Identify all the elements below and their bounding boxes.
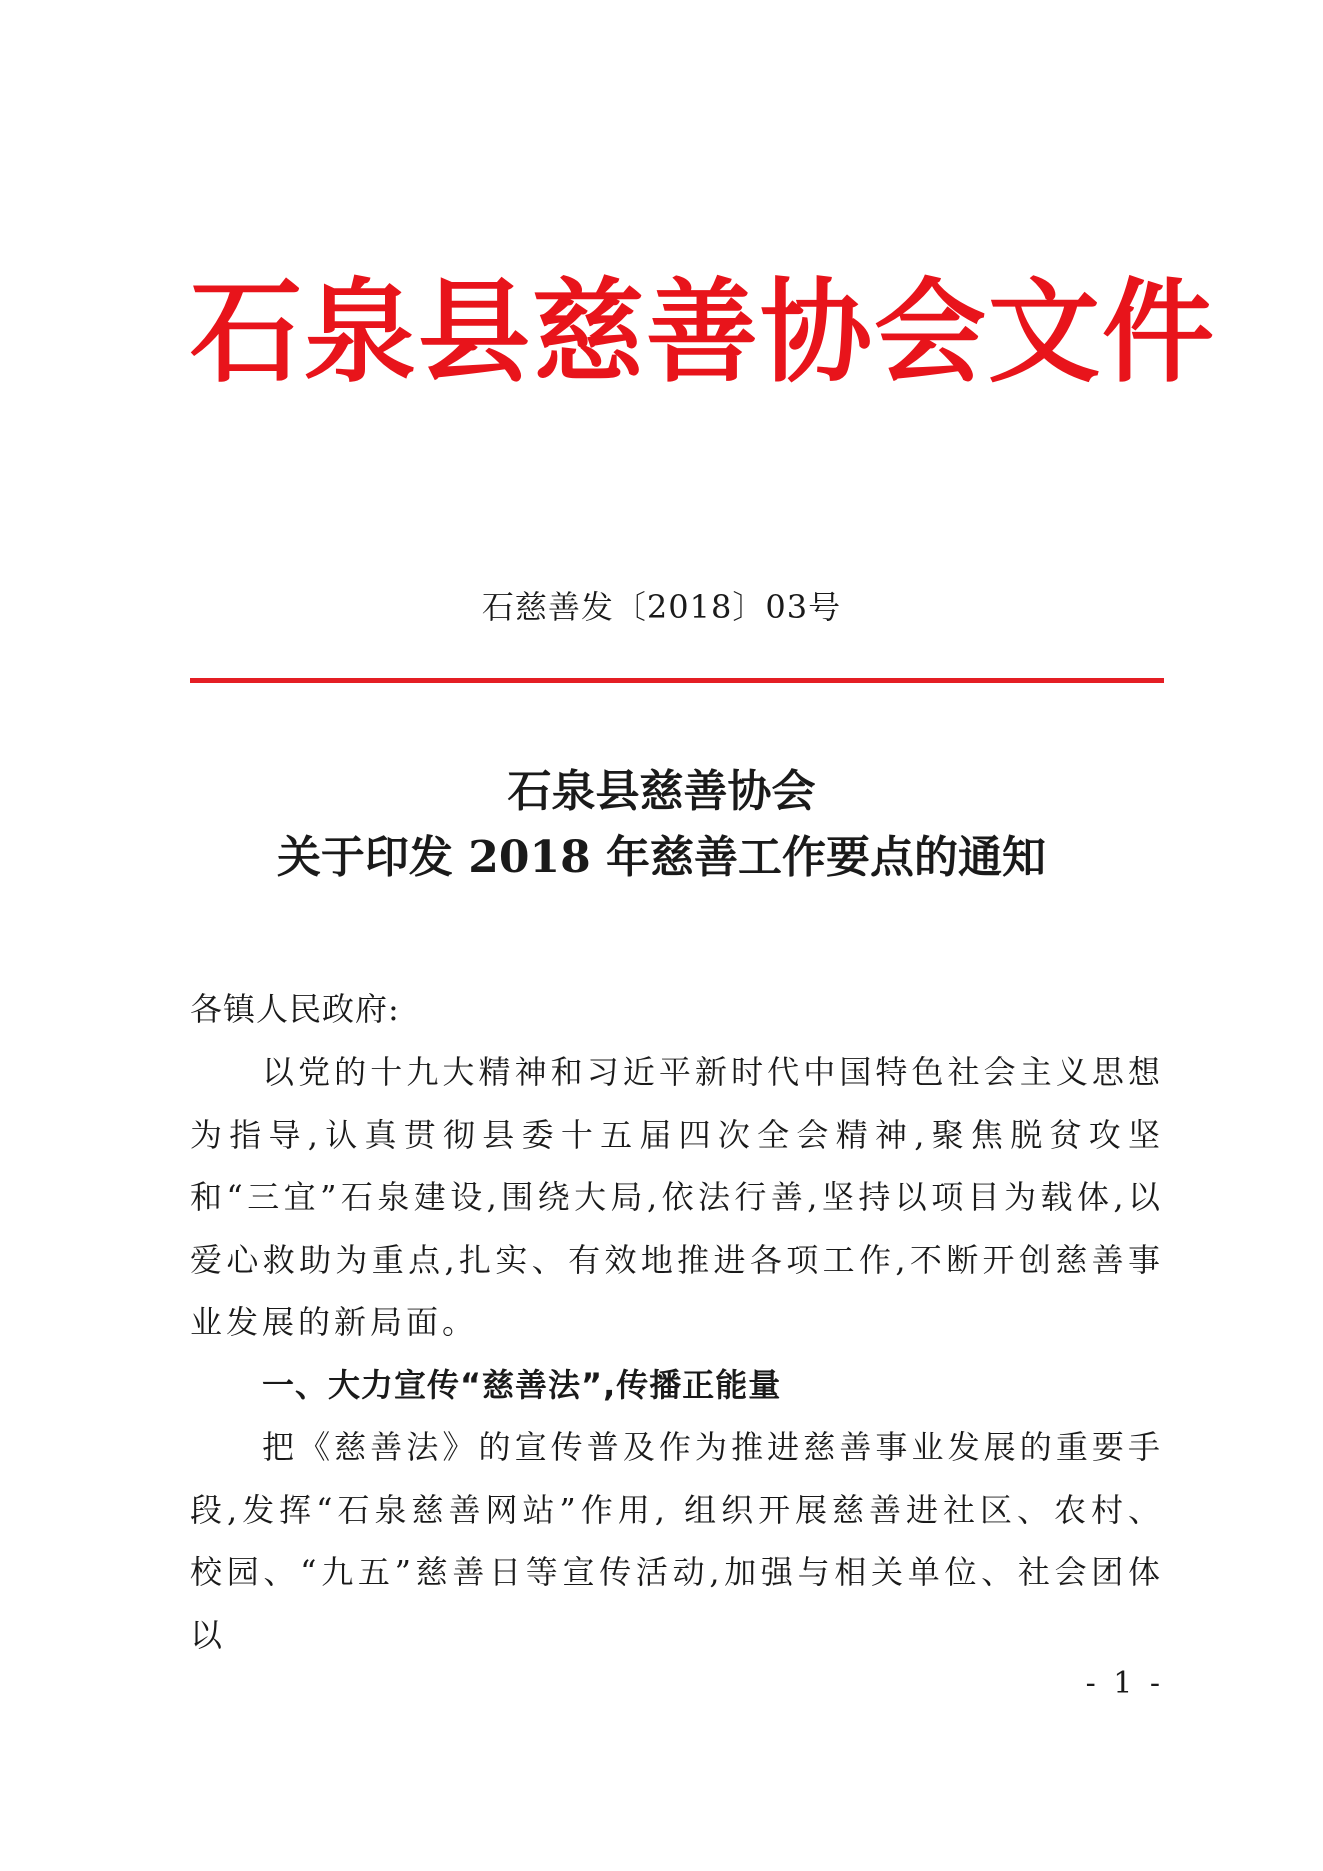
document-number: 石慈善发〔2018〕03号	[481, 588, 842, 626]
section-heading-1: 一、大力宣传“慈善法”,传播正能量	[262, 1366, 782, 1404]
page-number: - 1 -	[1085, 1666, 1164, 1701]
notice-title-line-1: 石泉县慈善协会	[507, 766, 816, 817]
body-paragraph-2: 把《慈善法》的宣传普及作为推进慈善事业发展的重要手段,发挥“石泉慈善网站”作用, 组织开展慈善进社区、农村、校园、“九五”慈善日等宣传活动,加强与相关单位、社会团体以	[190, 1428, 1164, 1654]
salutation: 各镇人民政府:	[190, 990, 400, 1028]
red-separator-line	[190, 678, 1164, 683]
body-paragraph-1: 以党的十九大精神和习近平新时代中国特色社会主义思想为指导,认真贯彻县委十五届四次全会精神,聚焦脱贫攻坚和“三宜”石泉建设,围绕大局,依法行善,坚持以项目为载体,以爱心救助为重点,扎实、有效地推进各项工作,不断开创慈善事业发展的新局面。	[190, 1053, 1164, 1341]
masthead-title: 石泉县慈善协会文件	[190, 267, 1216, 398]
notice-title-line-2: 关于印发 2018 年慈善工作要点的通知	[276, 832, 1047, 883]
